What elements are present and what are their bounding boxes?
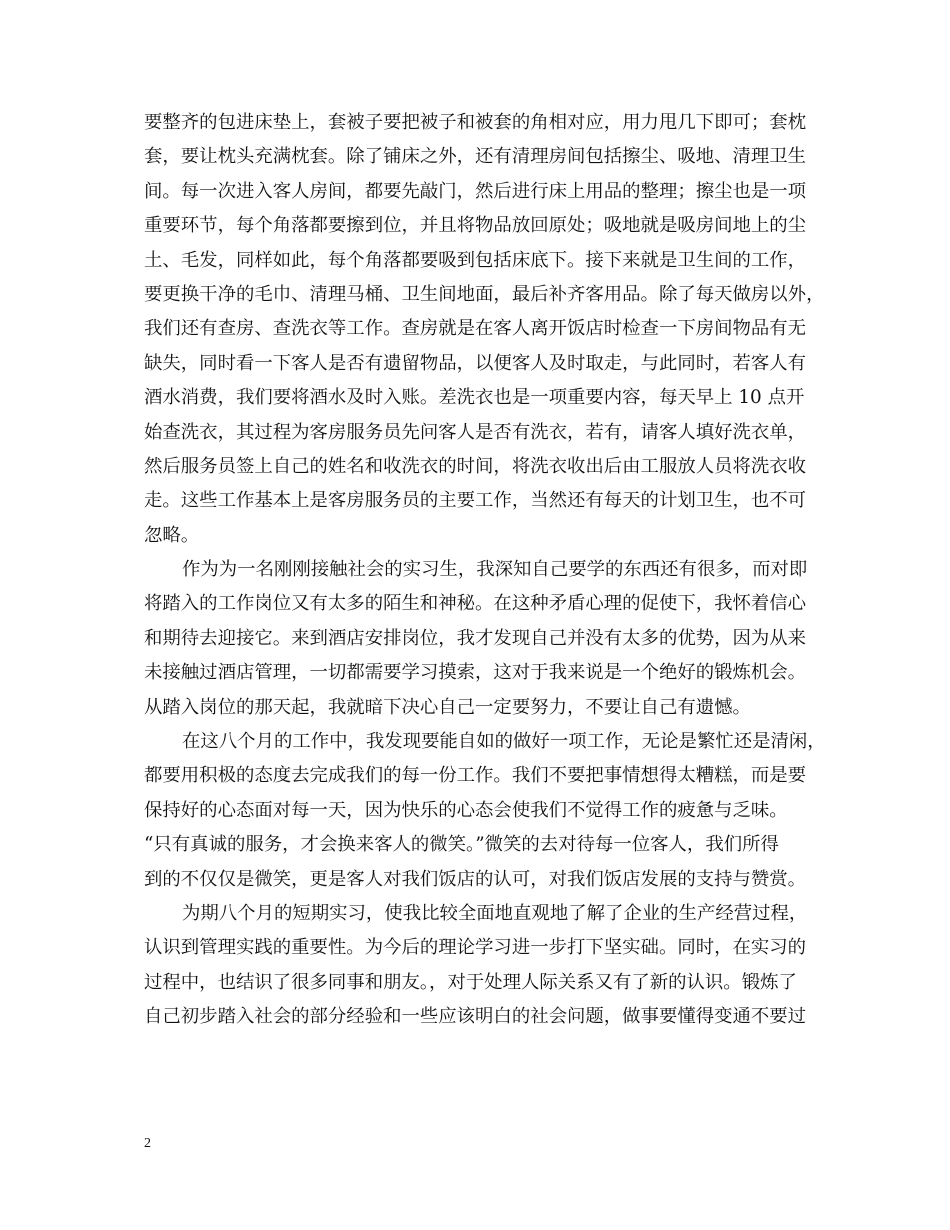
document-body xyxy=(144,106,828,1035)
text-line: 缺失，同时看一下客人是否有遗留物品，以便客人及时取走，与此同时，若客人有 xyxy=(144,352,807,374)
text-line: “只有真诚的服务，才会换来客人的微笑。”微笑的去对待每一位客人，我们所得 xyxy=(144,834,779,856)
text-line: 将踏入的工作岗位又有太多的陌生和神秘。在这种矛盾心理的促使下，我怀着信心 xyxy=(144,593,807,615)
text-line: 为期八个月的短期实习，使我比较全面地直观地了解了企业的生产经营过程， xyxy=(182,902,808,924)
text-line: 重要环节，每个角落都要擦到位，并且将物品放回原处；吸地就是吸房间地上的尘 xyxy=(144,215,807,237)
text-line: 过程中，也结识了很多同事和朋友。，对于处理人际关系又有了新的认识。锻炼了 xyxy=(144,971,797,993)
text-line: 认识到管理实践的重要性。为今后的理论学习进一步打下坚实础。同时，在实习的 xyxy=(144,937,807,959)
text-line: 要整齐的包进床垫上，套被子要把被子和被套的角相对应，用力甩几下即可；套枕 xyxy=(144,112,807,133)
text-line: 在这八个月的工作中，我发现要能自如的做好一项工作，无论是繁忙还是清闲， xyxy=(182,731,826,753)
text-line: 走。这些工作基本上是客房服务员的主要工作，当然还有每天的计划卫生，也不可 xyxy=(144,490,807,512)
text-line: 保持好的心态面对每一天，因为快乐的心态会使我们不觉得工作的疲惫与乏味。 xyxy=(144,799,788,821)
paragraph xyxy=(144,553,828,725)
text-line: 未接触过酒店管理，一切都需要学习摸索，这对于我来说是一个绝好的锻炼机会。 xyxy=(144,662,807,684)
text-line: 都要用积极的态度去完成我们的每一份工作。我们不要把事情想得太糟糕，而是要 xyxy=(144,765,807,787)
text-line: 要更换干净的毛巾、清理马桶、卫生间地面，最后补齐客用品。除了每天做房以外， xyxy=(144,283,825,305)
paragraph xyxy=(144,897,828,1035)
page-number: 2 xyxy=(144,1136,151,1151)
text-line: 从踏入岗位的那天起，我就暗下决心自己一定要努力，不要让自己有遗憾。 xyxy=(144,696,751,718)
text-line: 酒水消费，我们要将酒水及时入账。差洗衣也是一项重要内容，每天早上 10 点开 xyxy=(144,387,805,409)
text-line: 间。每一次进入客人房间，都要先敲门，然后进行床上用品的整理；擦尘也是一项 xyxy=(144,180,807,202)
text-line: 到的不仅仅是微笑，更是客人对我们饭店的认可，对我们饭店发展的支持与赞赏。 xyxy=(144,868,807,890)
text-line: 忽略。 xyxy=(144,524,200,546)
text-line: 我们还有查房、查洗衣等工作。查房就是在客人离开饭店时检查一下房间物品有无 xyxy=(144,318,807,340)
text-line: 套，要让枕头充满枕套。除了铺床之外，还有清理房间包括擦尘、吸地、清理卫生 xyxy=(144,146,807,168)
text-line: 和期待去迎接它。来到酒店安排岗位，我才发现自己并没有太多的优势，因为从来 xyxy=(144,627,807,649)
text-line: 始查洗衣，其过程为客房服务员先问客人是否有洗衣，若有，请客人填好洗衣单， xyxy=(144,421,807,443)
text-line: 作为为一名刚刚接触社会的实习生，我深知自己要学的东西还有很多，而对即 xyxy=(182,559,808,581)
text-line: 然后服务员签上自己的姓名和收洗衣的时间，将洗衣收出后由工服放人员将洗衣收 xyxy=(144,455,807,477)
text-line: 土、毛发，同样如此，每个角落都要吸到包括床底下。接下来就是卫生间的工作， xyxy=(144,249,807,271)
paragraph xyxy=(144,725,828,897)
paragraph xyxy=(144,106,828,553)
text-line: 自己初步踏入社会的部分经验和一些应该明白的社会问题，做事要懂得变通不要过 xyxy=(144,1006,807,1028)
